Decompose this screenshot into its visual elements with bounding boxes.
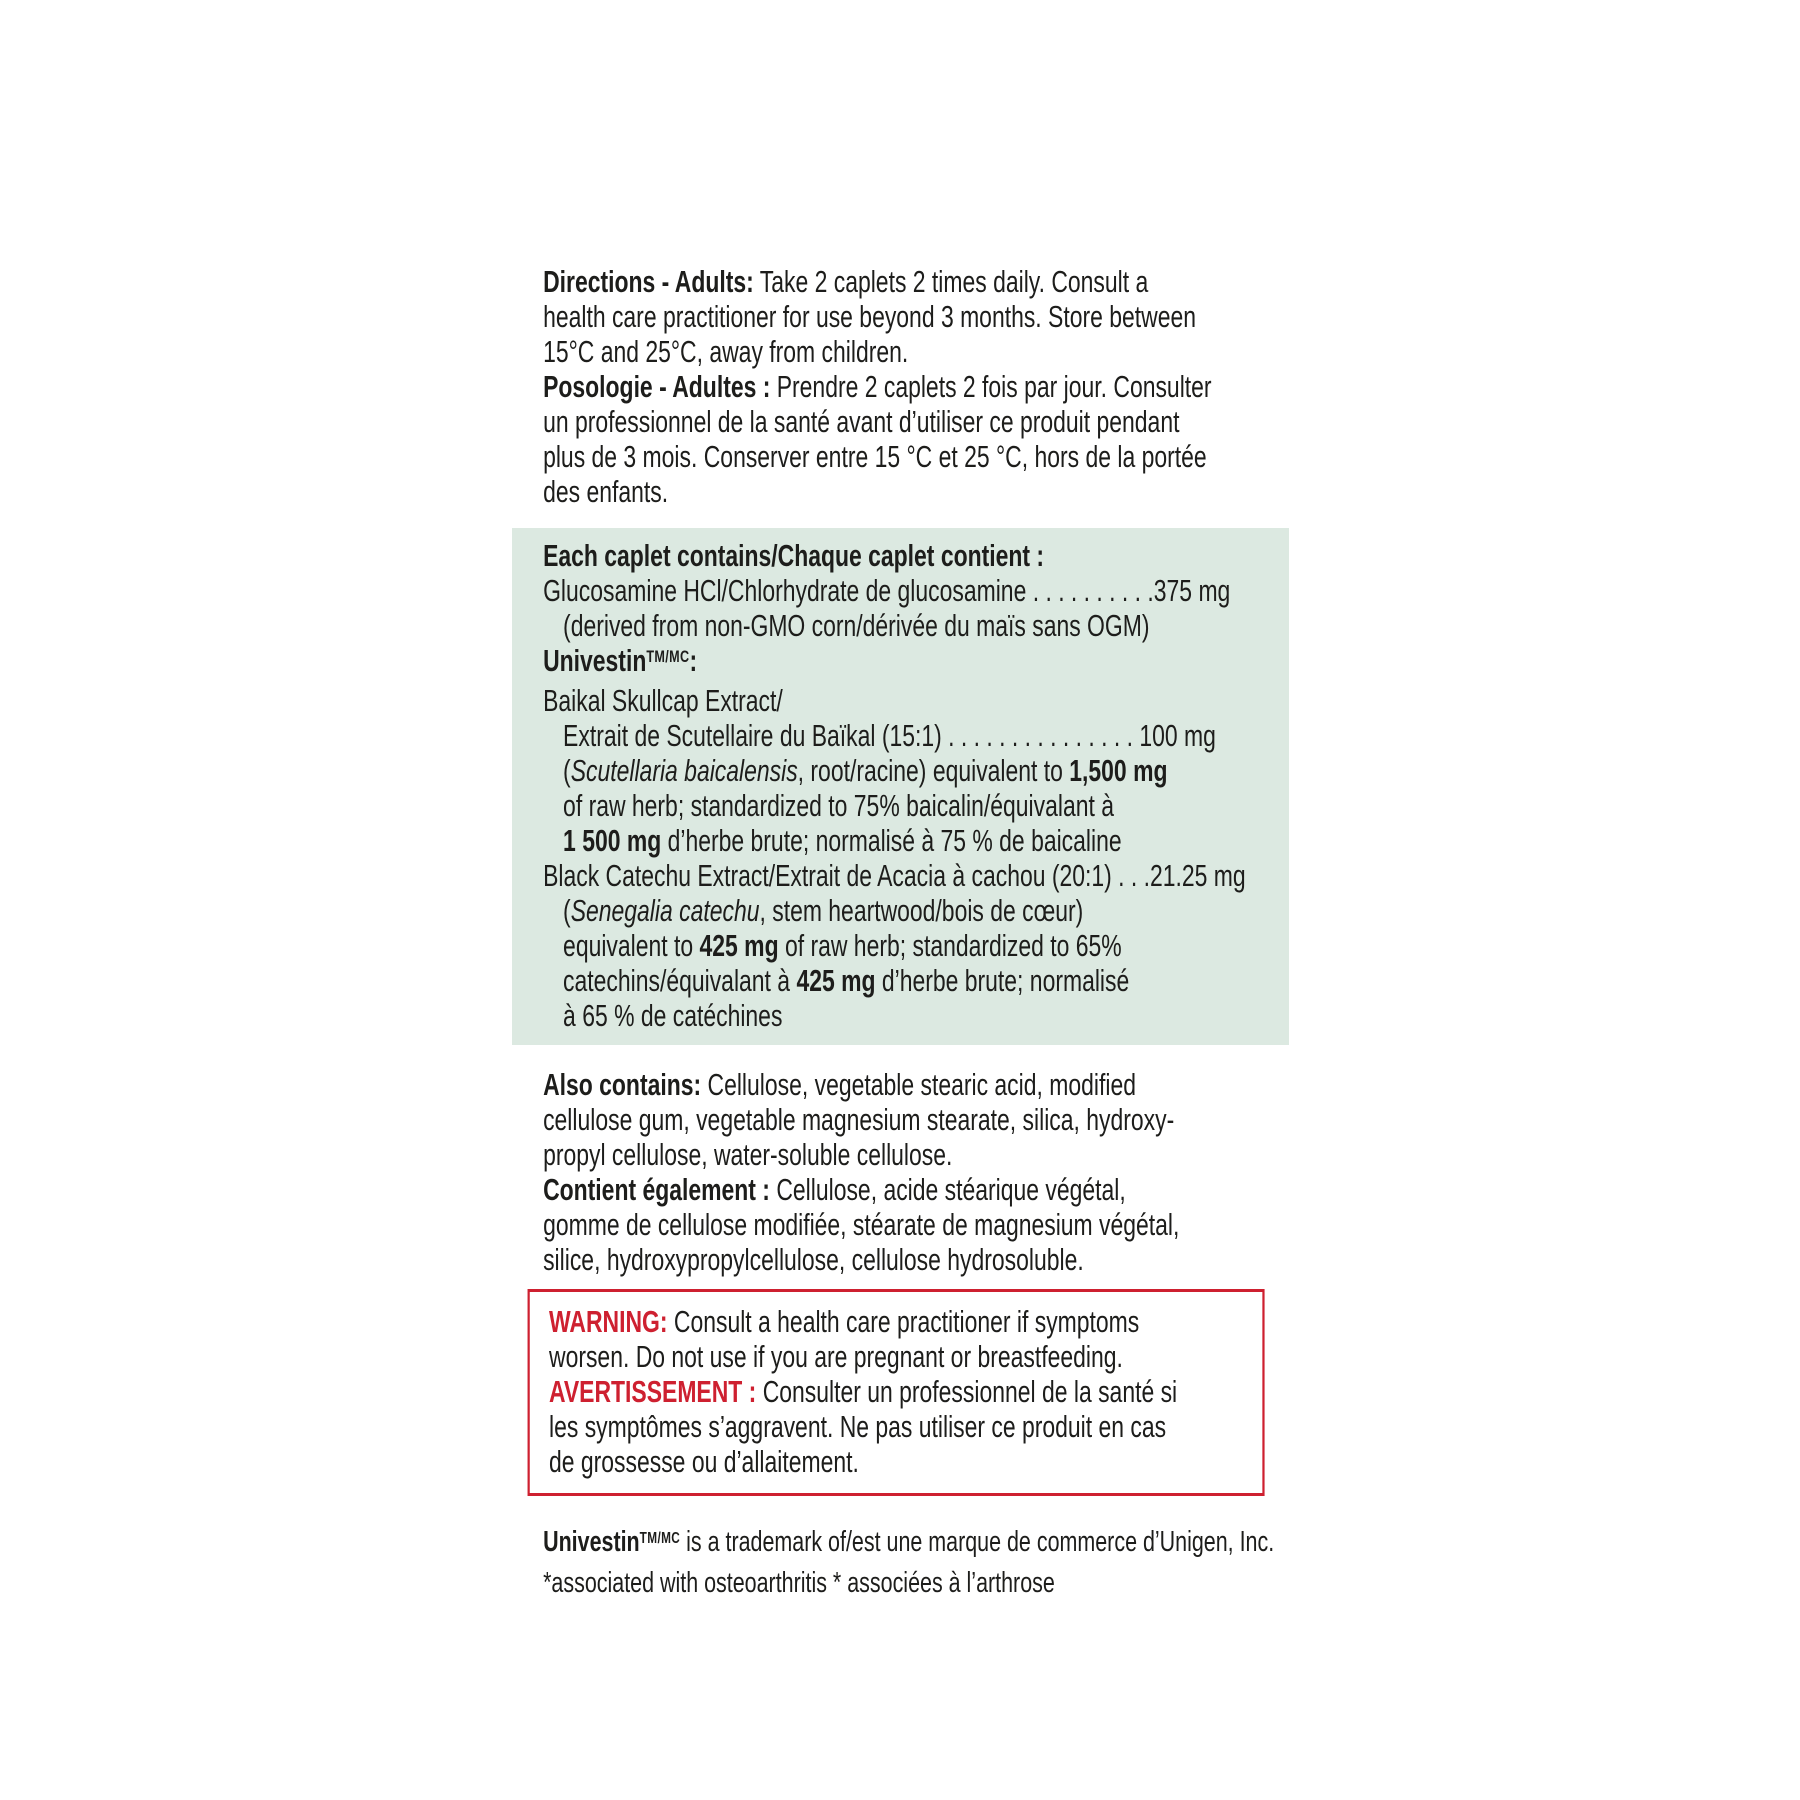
text-segment: 425 mg [699, 928, 779, 963]
text-segment: 1 500 mg [563, 823, 662, 858]
also-contains-text [512, 1067, 1289, 1277]
text-segment: of raw herb; standardized to 65% [778, 928, 1122, 963]
text-segment: *associated with osteoarthritis * associées à l’arthrose [543, 1567, 1055, 1599]
text-segment: , stem heartwood/bois de cœur) [759, 893, 1084, 928]
text-segment: Univestin [543, 643, 647, 678]
text-segment: , root/racine) equivalent to [797, 753, 1070, 788]
text-segment: Glucosamine HCl/Chlorhydrate de glucosamine . . . . . . . . . .375 mg [543, 573, 1231, 608]
text-segment: plus de 3 mois. Conserver entre 15 °C et 25 °C, hors de la portée [543, 439, 1207, 474]
text-segment: Prendre 2 caplets 2 fois par jour. Consulter [770, 369, 1212, 404]
text-segment: propyl cellulose, water-soluble cellulose. [543, 1137, 953, 1172]
text-line [549, 1304, 1253, 1339]
text-line [543, 538, 1282, 573]
text-line [543, 643, 1282, 683]
label-content [512, 264, 1289, 1601]
text-line [543, 608, 1282, 643]
text-segment: Directions - Adults: [543, 264, 754, 299]
text-line [543, 823, 1282, 858]
text-segment: TM/MC [646, 647, 690, 667]
text-line [543, 404, 1289, 439]
text-line [543, 788, 1282, 823]
text-segment: equivalent to [563, 928, 700, 963]
text-segment: is a trademark of/est une marque de commerce d’Unigen, Inc. [680, 1526, 1275, 1558]
trademark-footnote [512, 1524, 1289, 1601]
text-segment: Cellulose, vegetable stearic acid, modified [701, 1067, 1136, 1102]
text-segment: WARNING: [549, 1304, 668, 1339]
text-line [543, 1172, 1289, 1207]
text-line [549, 1409, 1253, 1444]
text-line [543, 439, 1289, 474]
text-segment: silice, hydroxypropylcellulose, cellulose hydrosoluble. [543, 1242, 1084, 1277]
text-segment: à 65 % de catéchines [563, 998, 783, 1033]
text-line [543, 928, 1282, 963]
text-segment: ( [563, 753, 571, 788]
text-line [543, 1102, 1289, 1137]
text-segment: of raw herb; standardized to 75% baicalin/équivalant à [563, 788, 1114, 823]
text-line [543, 893, 1282, 928]
directions-text [512, 264, 1289, 509]
text-line [543, 299, 1289, 334]
text-line [549, 1374, 1253, 1409]
text-segment: 1,500 mg [1069, 753, 1168, 788]
text-segment: d’herbe brute; normalisé [875, 963, 1130, 998]
text-line [543, 963, 1282, 998]
text-segment: Posologie - Adultes : [543, 369, 771, 404]
text-segment: Cellulose, acide stéarique végétal, [769, 1172, 1126, 1207]
text-line [543, 1207, 1289, 1242]
text-segment: Take 2 caplets 2 times daily. Consult a [753, 264, 1149, 299]
text-line [543, 264, 1289, 299]
text-line [549, 1339, 1253, 1374]
text-segment: TM/MC [639, 1530, 681, 1548]
text-segment: Consult a health care practitioner if symptoms [667, 1304, 1140, 1339]
text-segment: 15°C and 25°C, away from children. [543, 334, 909, 369]
text-line [543, 1137, 1289, 1172]
text-segment: un professionnel de la santé avant d’utiliser ce produit pendant [543, 404, 1180, 439]
text-line [543, 858, 1282, 893]
text-line [543, 1242, 1289, 1277]
text-segment: Consulter un professionnel de la santé si [756, 1374, 1178, 1409]
text-line [543, 474, 1289, 509]
text-line [543, 369, 1289, 404]
text-line [543, 1524, 1289, 1565]
text-segment: Univestin [543, 1526, 640, 1558]
text-line [543, 753, 1282, 788]
text-segment: cellulose gum, vegetable magnesium stearate, silica, hydroxy- [543, 1102, 1175, 1137]
text-segment: : [689, 643, 698, 678]
text-segment: Also contains: [543, 1067, 702, 1102]
text-line [543, 1067, 1289, 1102]
text-segment: Extrait de Scutellaire du Baïkal (15:1) . . . . . . . . . . . . . . . 100 mg [563, 718, 1216, 753]
text-segment: Black Catechu Extract/Extrait de Acacia à cachou (20:1) . . .21.25 mg [543, 858, 1246, 893]
text-segment: ( [563, 893, 571, 928]
text-segment: health care practitioner for use beyond 3 months. Store between [543, 299, 1196, 334]
text-line [543, 1565, 1289, 1601]
text-segment: (derived from non-GMO corn/dérivée du maïs sans OGM) [563, 608, 1150, 643]
text-segment: AVERTISSEMENT : [549, 1374, 757, 1409]
text-segment: les symptômes s’aggravent. Ne pas utiliser ce produit en cas [549, 1409, 1167, 1444]
text-line [543, 683, 1282, 718]
text-segment: Baikal Skullcap Extract/ [543, 683, 783, 718]
warning-box [528, 1289, 1265, 1496]
text-segment: d’herbe brute; normalisé à 75 % de baicaline [661, 823, 1122, 858]
text-line [543, 334, 1289, 369]
text-segment: gomme de cellulose modifiée, stéarate de magnesium végétal, [543, 1207, 1180, 1242]
text-segment: Senegalia catechu [570, 893, 760, 928]
text-segment: Scutellaria baicalensis [570, 753, 798, 788]
text-segment: des enfants. [543, 474, 669, 509]
text-line [543, 998, 1282, 1033]
text-segment: worsen. Do not use if you are pregnant or breastfeeding. [549, 1339, 1123, 1374]
text-line [543, 718, 1282, 753]
text-segment: de grossesse ou d’allaitement. [549, 1444, 859, 1479]
text-segment: Each caplet contains/Chaque caplet contient : [543, 538, 1045, 573]
text-segment: catechins/équivalant à [563, 963, 797, 998]
text-line [543, 573, 1282, 608]
text-segment: 425 mg [796, 963, 876, 998]
ingredients-panel [512, 528, 1289, 1045]
text-segment: Contient également : [543, 1172, 770, 1207]
text-line [549, 1444, 1253, 1479]
